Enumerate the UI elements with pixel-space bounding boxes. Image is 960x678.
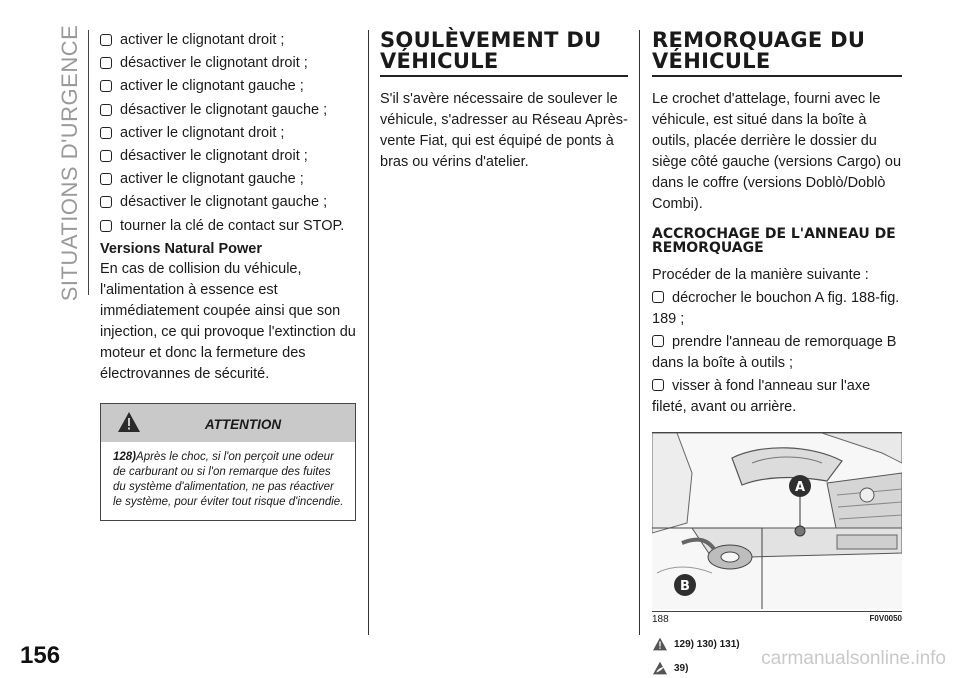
checkbox-bullet-icon [652,291,664,303]
section-side-title [52,24,88,301]
label-b: B [680,579,690,595]
warning-box [100,403,356,521]
watermark: carmanualsonline.info [761,648,946,669]
list-item: activer le clignotant droit ; [100,123,358,144]
warning-text: Après le choc, si l'on perçoit une odeur de carburant ou si l'on remarque des fuites du système d'alimentation, ne pas réactiver le système, pour éviter tout risque d'incendie. [113,450,344,508]
natural-power-title: Versions Natural Power [100,240,262,257]
list-item: activer le clignotant gauche ; [100,76,358,97]
column-1 [100,30,358,521]
list-item: désactiver le clignotant gauche ; [100,100,358,121]
figure-code: F0V0050 [869,614,902,624]
checkbox-bullet-icon [652,379,664,391]
car-front-illustration [652,433,902,609]
towing-intro: Le crochet d'attelage, fourni avec le véhicule, est situé dans la boîte à outils, placée derrière le dossier du siège côté gauche (versions Cargo) ou dans le coffre (versions Doblò/Doblò Combi). [652,91,902,212]
page-number: 156 [20,642,61,669]
checkbox-bullet-icon [100,196,112,208]
checkbox-bullet-icon [100,150,112,162]
warning-refs: 129) 130) 131) [652,637,902,651]
column-divider [639,30,640,635]
checkbox-bullet-icon [652,335,664,347]
figure-caption [652,614,902,625]
list-item: désactiver le clignotant droit ; [100,53,358,74]
column-divider [368,30,369,635]
checkbox-bullet-icon [100,127,112,139]
warning-ref: 128) [113,450,137,463]
figure-number: 188 [652,614,669,626]
tow-ring-subheading: ACCROCHAGE DE L'ANNEAU DE REMORQUAGE [652,226,896,256]
column-2 [380,30,628,173]
natural-power-text: En cas de collision du véhicule, l'alimentation à essence est immédiatement coupée ainsi que son injection, ce qui provoque l'extinction du moteur et donc la fermeture des électrovannes de sécurité. [100,260,356,382]
checkbox-bullet-icon [100,34,112,46]
towing-heading: REMORQUAGE DU VÉHICULE [652,30,902,77]
checkbox-bullet-icon [100,104,112,116]
list-item: désactiver le clignotant droit ; [100,146,358,167]
checkbox-bullet-icon [100,220,112,232]
list-item: décrocher le bouchon A fig. 188-fig. 189 ; [652,290,900,327]
note-refs: 39) [652,661,902,675]
checkbox-bullet-icon [100,57,112,69]
warning-body [101,442,355,520]
list-item: tourner la clé de contact sur STOP. [100,216,358,237]
list-item: visser à fond l'anneau sur l'axe fileté, avant ou arrière. [652,378,871,416]
lifting-text: S'il s'avère nécessaire de soulever le véhicule, s'adresser au Réseau Après-vente Fiat, qui est équipé de ponts à bras ou vérins d'atelier. [380,91,628,170]
warning-triangle-icon [652,637,668,651]
checkbox-bullet-icon [100,80,112,92]
side-rule [88,30,89,295]
procedure-intro: Procéder de la manière suivante : [652,267,869,283]
list-item: activer le clignotant droit ; [100,30,358,51]
lifting-heading: SOULÈVEMENT DU VÉHICULE [380,30,628,77]
figure-188 [652,432,902,612]
checkbox-bullet-icon [100,173,112,185]
warning-title: ATTENTION [204,416,282,432]
label-a: A [794,480,806,496]
list-item: prendre l'anneau de remorquage B dans la boîte à outils ; [652,334,897,372]
column-3 [652,30,902,675]
list-item: désactiver le clignotant gauche ; [100,192,358,213]
environment-note-icon [652,661,668,675]
list-item: activer le clignotant gauche ; [100,169,358,190]
section-title-text: SITUATIONS D'URGENCE [57,24,82,301]
warning-header [101,404,355,442]
